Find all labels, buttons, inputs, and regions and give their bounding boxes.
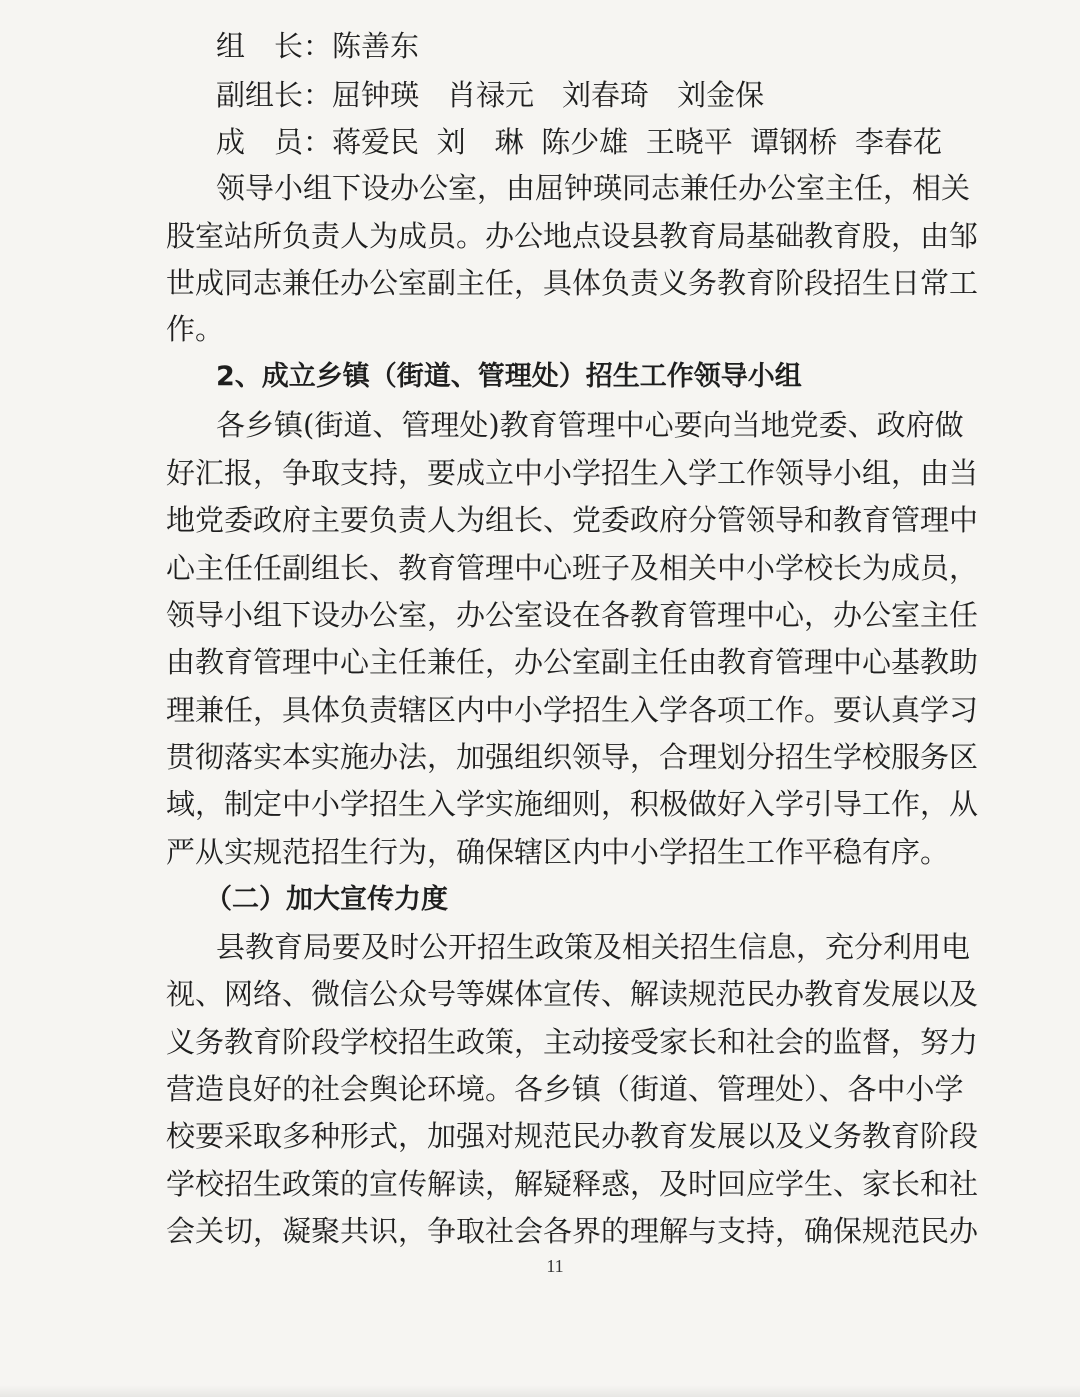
paragraph-line: 校要采取多种形式，加强对规范民办教育发展以及义务教育阶段 [166,1119,979,1153]
leader-name: 陈善东 [332,29,420,63]
paragraph-line: 视、网络、微信公众号等媒体宣传、解读规范民办教育发展以及 [166,977,979,1011]
deputy-name: 肖禄元 [447,78,535,112]
paragraph-line: 营造良好的社会舆论环境。各乡镇（街道、管理处）、各中小学 [166,1072,964,1106]
paragraph-line: 好汇报，争取支持，要成立中小学招生入学工作领导小组，由当 [166,456,979,490]
members-label: 成 员： [216,125,333,159]
member-name: 李春花 [854,125,942,159]
leader-row [216,28,942,64]
members-row [216,124,942,160]
member-name: 陈少雄 [541,125,629,159]
scan-shadow [0,1385,1080,1397]
member-name: 刘 琳 [436,125,524,159]
member-name: 蒋爱民 [332,125,420,159]
member-name: 谭钢桥 [750,125,838,159]
paragraph-line: 义务教育阶段学校招生政策，主动接受家长和社会的监督，努力 [166,1025,979,1059]
section-heading: （二）加大宣传力度 [205,884,448,915]
paragraph-line: 心主任任副组长、教育管理中心班子及相关中小学校长为成员， [166,551,979,585]
leader-label: 组 长： [216,29,333,63]
deputy-row [216,77,942,113]
deputy-name: 屈钟瑛 [332,78,420,112]
paragraph-line: 世成同志兼任办公室副主任，具体负责义务教育阶段招生日常工 [166,266,979,300]
paragraph-line: 贯彻落实本实施办法，加强组织领导，合理划分招生学校服务区 [166,740,979,774]
member-name: 王晓平 [645,125,733,159]
paragraph-line: 领导小组下设办公室，由屈钟瑛同志兼任办公室主任，相关 [216,171,971,205]
paragraph-line: 作。 [166,312,225,346]
paragraph-line: 地党委政府主要负责人为组长、党委政府分管领导和教育管理中 [166,503,979,537]
paragraph-line: 域，制定中小学招生入学实施细则，积极做好入学引导工作，从 [166,787,979,821]
paragraph-line: 严从实规范招生行为，确保辖区内中小学招生工作平稳有序。 [166,835,950,869]
paragraph-line: 股室站所负责人为成员。办公地点设县教育局基础教育股，由邹 [166,219,979,253]
paragraph-line: 会关切，凝聚共识，争取社会各界的理解与支持，确保规范民办 [166,1214,979,1248]
paragraph-line: 由教育管理中心主任兼任，办公室副主任由教育管理中心基教助 [166,645,979,679]
paragraph-line: 理兼任，具体负责辖区内中小学招生入学各项工作。要认真学习 [166,693,979,727]
section-heading: 2、成立乡镇（街道、管理处）招生工作领导小组 [216,361,802,392]
paragraph-line: 学校招生政策的宣传解读，解疑释惑，及时回应学生、家长和社 [166,1167,979,1201]
deputy-label: 副组长： [216,78,333,112]
deputy-name: 刘金保 [677,78,765,112]
page-number: 11 [546,1256,564,1276]
paragraph-line: 领导小组下设办公室，办公室设在各教育管理中心，办公室主任 [166,598,979,632]
paragraph-line: 县教育局要及时公开招生政策及相关招生信息，充分利用电 [216,930,971,964]
paragraph-line: 各乡镇(街道、管理处)教育管理中心要向当地党委、政府做 [216,408,964,442]
deputy-name: 刘春琦 [562,78,650,112]
